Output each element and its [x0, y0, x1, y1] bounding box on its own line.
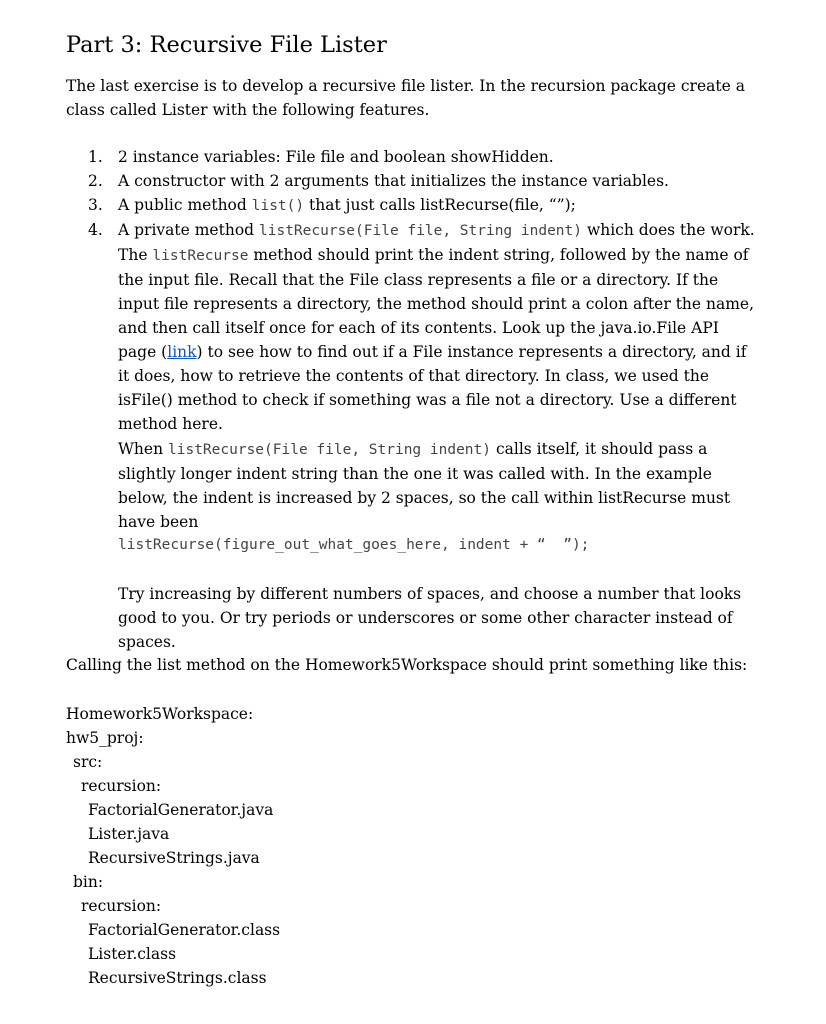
tree-line: src: [73, 753, 103, 771]
paragraph-text-pre: When [118, 440, 168, 458]
inline-code: list() [251, 198, 305, 214]
tree-line: Homework5Workspace: [66, 705, 254, 723]
intro-paragraph: The last exercise is to develop a recursive file lister. In the recursion package create a class called Lister with the following features. [66, 77, 745, 119]
tree-line: Lister.java [88, 825, 170, 843]
inline-code: listRecurse(File file, String indent) [259, 223, 583, 239]
tree-line: RecursiveStrings.class [88, 969, 267, 987]
tree-line: recursion: [81, 897, 162, 915]
list-number: 2. [88, 172, 103, 190]
tree-line: hw5_proj: [66, 729, 144, 747]
tree-line: RecursiveStrings.java [88, 849, 260, 867]
api-link[interactable]: link [167, 343, 197, 361]
inline-code: listRecurse(File file, String indent) [168, 442, 492, 458]
list-item-text-pre: A public method [118, 196, 252, 214]
feature-list [88, 145, 760, 436]
inline-code: listRecurse [152, 248, 249, 264]
list-item-text-pre: A private method [118, 221, 259, 239]
tree-line: bin: [73, 873, 104, 891]
list-item [88, 145, 760, 169]
code-example: listRecurse(figure_out_what_goes_here, indent + “ ”); [118, 537, 590, 553]
list-item [88, 169, 760, 193]
list-number: 1. [88, 148, 103, 166]
list-item-text-post: method should print the indent string, followed by the name of the input file. Recall that the File class represents a file or a directory. If the input file represents a directory, the method should print a colon after the name, and then call itself once for each of its contents. Look up the java.io.File API page ( [118, 246, 755, 361]
list-item [88, 218, 760, 436]
list-item [88, 193, 760, 218]
list-item-text-post2: ) to see how to find out if a File instance represents a directory, and if it does, how to retrieve the contents of that directory. In class, we used the isFile() method to check if something was a file not a directory. Use a different method here. [118, 343, 747, 433]
list-item-text: 2 instance variables: File file and boolean showHidden. [118, 148, 554, 166]
output-tree [66, 702, 280, 990]
list-item-text-mid: which does the work. The [118, 221, 755, 264]
tree-line: FactorialGenerator.java [88, 801, 274, 819]
list-item-text: A constructor with 2 arguments that initializes the instance variables. [118, 172, 669, 190]
list-item-text-post: that just calls listRecurse(file, “”); [304, 196, 576, 214]
tree-line: Lister.class [88, 945, 177, 963]
indent-paragraph [118, 437, 760, 534]
tree-line: recursion: [81, 777, 162, 795]
list-number: 4. [88, 221, 103, 239]
tree-line: FactorialGenerator.class [88, 921, 281, 939]
output-lead-text: Calling the list method on the Homework5Workspace should print something like this: [66, 656, 748, 674]
list-number: 3. [88, 196, 103, 214]
try-paragraph: Try increasing by different numbers of spaces, and choose a number that looks good to you. Or try periods or underscores or some other character instead of spaces. [118, 585, 742, 651]
paragraph-text-post: calls itself, it should pass a slightly longer indent string than the one it was called with. In the example below, the indent is increased by 2 spaces, so the call within listRecurse must have been [118, 440, 731, 531]
section-title: Part 3: Recursive File Lister [66, 32, 387, 58]
